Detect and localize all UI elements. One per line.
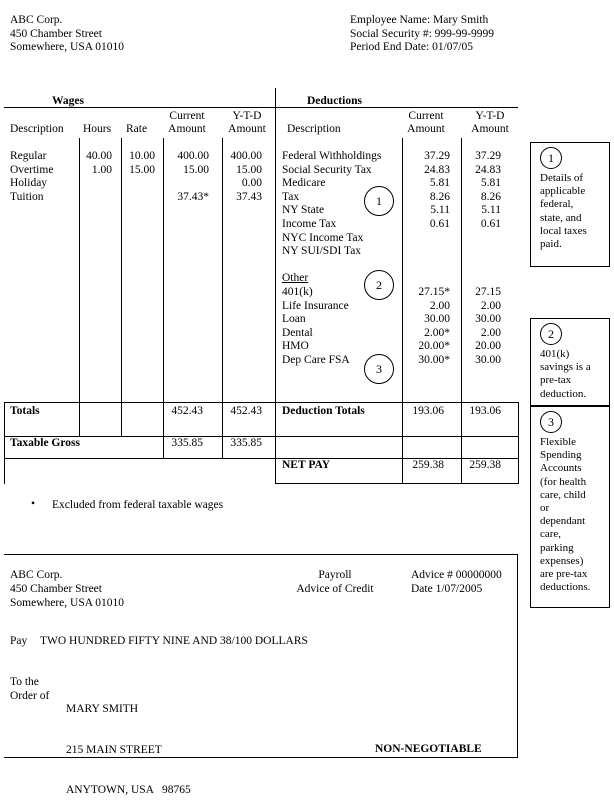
table-cell: 400.00 — [177, 150, 209, 162]
table-cell: 37.29 — [475, 150, 501, 162]
table-cell: 10.00 — [129, 150, 155, 162]
table-cell: 2.00 — [429, 299, 450, 312]
note-line: federal, — [540, 198, 574, 211]
table-cell: Federal Withholdings — [282, 150, 382, 162]
note-line: care, — [540, 528, 562, 541]
table-cell: 2.00 — [480, 326, 501, 339]
table-cell: 27.15 — [475, 285, 501, 298]
deductions-col-line — [402, 138, 403, 484]
table-cell: 15.00 — [236, 163, 262, 176]
advice-company-street: 450 Chamber Street — [10, 583, 102, 595]
table-cell — [404, 272, 450, 286]
table-cell: 30.00 — [475, 353, 501, 366]
table-cell: Life Insurance — [282, 299, 349, 312]
note-line: savings is a — [540, 361, 591, 374]
net-pay-ytd: 259.38 — [469, 459, 501, 471]
table-cell: 24.83 — [475, 163, 501, 176]
wages-totals-current: 452.43 — [171, 405, 203, 417]
deductions-title: Deductions — [307, 95, 362, 107]
advice-title-line: Payroll — [318, 569, 352, 581]
advice-title — [290, 568, 380, 596]
wages-title: Wages — [52, 95, 84, 107]
note-line: paid. — [540, 238, 562, 251]
note-line: dependant — [540, 515, 586, 528]
wages-totals-label: Totals — [10, 405, 40, 417]
table-cell — [404, 259, 450, 273]
table-cell: 0.61 — [480, 217, 501, 230]
advice-company-name: ABC Corp. — [10, 569, 63, 581]
table-cell: Other — [282, 272, 309, 285]
table-cell: Loan — [282, 313, 306, 326]
table-right-border — [518, 402, 519, 484]
table-cell: 30.00 — [424, 313, 450, 326]
table-cell: Social Security Tax — [282, 163, 372, 176]
advice-company-city: Somewhere, USA 01010 — [10, 597, 125, 609]
table-cell: 2.00* — [424, 326, 450, 339]
wages-totals-ytd: 452.43 — [230, 405, 262, 417]
marker-3-circle — [364, 354, 394, 384]
header-line: Amount — [168, 123, 206, 135]
wages-header-ytd — [224, 110, 270, 136]
deductions-col-line — [461, 138, 462, 484]
note-line: Accounts — [540, 462, 582, 475]
table-left-border — [4, 402, 5, 484]
note-line: are pre-tax — [540, 568, 588, 581]
table-cell: 5.11 — [481, 204, 501, 217]
header-line: Amount — [228, 123, 266, 135]
taxable-gross-current: 335.85 — [171, 437, 203, 449]
table-cell: NYC Income Tax — [282, 231, 364, 244]
footnote-text: Excluded from federal taxable wages — [52, 499, 224, 511]
table-cell: NY SUI/SDI Tax — [282, 245, 362, 258]
note-line: local taxes — [540, 224, 587, 237]
company-name: ABC Corp. — [10, 14, 63, 26]
header-line: Amount — [471, 123, 509, 135]
order-label-line: Order of — [10, 689, 50, 702]
table-cell: 40.00 — [86, 150, 112, 162]
deductions-header-current — [400, 110, 452, 136]
deductions-current-column — [404, 150, 450, 368]
note-1-number — [540, 147, 562, 169]
marker-number: 2 — [376, 278, 382, 292]
marker-number: 1 — [376, 194, 382, 208]
deductions-description-column — [282, 150, 381, 368]
table-cell: Income Tax — [282, 217, 337, 230]
note-line: state, and — [540, 211, 582, 224]
wages-current-column — [164, 150, 209, 204]
table-cell: Dental — [282, 326, 313, 339]
table-cell — [122, 191, 155, 205]
note-3-number — [540, 411, 562, 433]
note-line: or — [540, 502, 550, 515]
net-pay-label: NET PAY — [282, 459, 331, 471]
table-cell: 20.00* — [418, 340, 450, 353]
table-cell — [122, 177, 155, 191]
pay-amount-words: TWO HUNDRED FIFTY NINE AND 38/100 DOLLARS — [40, 635, 308, 647]
table-cell — [463, 259, 501, 273]
table-cell — [404, 232, 450, 246]
advice-title-line: Advice of Credit — [296, 583, 374, 595]
header-line: Amount — [407, 123, 445, 135]
table-cell: Tuition — [10, 190, 44, 203]
table-cell — [80, 191, 112, 205]
note-line: parking — [540, 541, 574, 554]
table-cell: 401(k) — [282, 285, 313, 298]
table-cell: 8.26 — [429, 190, 450, 203]
net-pay-current: 259.38 — [412, 459, 444, 471]
table-cell: 400.00 — [230, 150, 262, 162]
table-cell: 30.00 — [475, 313, 501, 326]
table-cell: Tax — [282, 190, 300, 203]
table-cell: 0.61 — [429, 217, 450, 230]
table-cell: 8.26 — [480, 190, 501, 203]
row-rule — [4, 402, 518, 403]
wages-hours-column — [80, 150, 112, 204]
deduction-totals-current: 193.06 — [412, 405, 444, 417]
advice-date: Date 1/07/2005 — [411, 583, 483, 595]
table-cell: 30.00* — [418, 353, 450, 366]
header-line: Current — [169, 110, 205, 122]
wages-header-hours: Hours — [83, 123, 112, 135]
non-negotiable-stamp: NON-NEGOTIABLE — [375, 743, 482, 755]
table-cell: NY State — [282, 204, 325, 217]
pay-label: Pay — [10, 635, 28, 647]
table-cell: 15.00 — [129, 163, 155, 176]
table-cell: 15.00 — [183, 163, 209, 176]
note-number-text: 2 — [548, 327, 554, 341]
payee-city: ANYTOWN, USA 98765 — [66, 784, 191, 796]
note-number-text: 3 — [548, 415, 554, 429]
wages-description-column — [10, 150, 53, 204]
employee-info — [350, 14, 494, 55]
table-cell — [80, 177, 112, 191]
table-cell: 5.81 — [429, 177, 450, 190]
note-line: applicable — [540, 185, 586, 198]
table-top-rule — [4, 107, 518, 108]
wages-ytd-column — [223, 150, 262, 204]
table-cell — [463, 232, 501, 246]
table-cell — [463, 272, 501, 286]
note-line: Details of — [540, 172, 584, 184]
advice-info — [411, 568, 502, 596]
table-cell — [282, 259, 381, 273]
table-cell: 20.00 — [475, 340, 501, 353]
deductions-ytd-column — [463, 150, 501, 368]
marker-2-circle — [364, 270, 394, 300]
table-cell: 27.15* — [418, 285, 450, 298]
table-cell — [404, 245, 450, 259]
table-cell: 0.00 — [241, 177, 262, 190]
company-city: Somewhere, USA 01010 — [10, 41, 125, 53]
note-line: Flexible — [540, 436, 577, 448]
note-2-number — [540, 323, 562, 345]
company-street: 450 Chamber Street — [10, 27, 102, 40]
note-line: Spending — [540, 449, 582, 462]
order-label-line: To the — [10, 676, 39, 688]
wages-rate-column — [122, 150, 155, 204]
wages-header-description: Description — [10, 123, 64, 135]
advice-number: Advice # 00000000 — [411, 569, 502, 581]
table-cell — [164, 177, 209, 191]
marker-number: 3 — [376, 362, 382, 376]
table-cell — [463, 245, 501, 259]
order-label — [10, 676, 49, 703]
table-cell: 37.43 — [236, 190, 262, 203]
table-cell: 5.81 — [480, 177, 501, 190]
deduction-totals-label: Deduction Totals — [282, 405, 365, 417]
header-line: Y-T-D — [232, 110, 262, 122]
marker-1-circle — [364, 186, 394, 216]
table-cell: 5.11 — [430, 204, 450, 217]
note-1-box — [530, 142, 610, 267]
deductions-header-ytd — [464, 110, 516, 136]
header-line: Current — [408, 110, 444, 122]
table-cell: Medicare — [282, 177, 326, 190]
deductions-header-description: Description — [287, 123, 341, 135]
table-cell: 37.43* — [177, 190, 209, 203]
advice-bottom-rule — [4, 757, 518, 758]
note-3-box — [530, 406, 610, 608]
note-line: care, child — [540, 488, 586, 501]
payee-address — [66, 676, 191, 811]
row-rule — [275, 483, 518, 484]
employee-name: Employee Name: Mary Smith — [350, 14, 489, 26]
wages-header-rate: Rate — [126, 123, 148, 135]
table-cell: 37.29 — [424, 150, 450, 162]
note-number-text: 1 — [548, 151, 554, 165]
table-cell: 24.83 — [424, 163, 450, 176]
note-line: deduction. — [540, 387, 587, 400]
footnote-bullet: • — [31, 498, 36, 510]
header-line: Y-T-D — [475, 110, 505, 122]
table-cell: HMO — [282, 340, 309, 353]
table-cell: Holiday — [10, 177, 48, 190]
table-cell: 2.00 — [480, 299, 501, 312]
note-line: expenses) — [540, 554, 584, 567]
table-cell: 1.00 — [91, 163, 112, 176]
note-line: 401(k) — [540, 348, 570, 360]
deduction-totals-ytd: 193.06 — [469, 405, 501, 417]
wages-header-current — [163, 110, 211, 136]
table-cell: Dep Care FSA — [282, 353, 350, 366]
employee-ssn: Social Security #: 999-99-9999 — [350, 27, 495, 40]
period-end-date: Period End Date: 01/07/05 — [350, 41, 473, 53]
taxable-gross-label: Taxable Gross — [10, 437, 80, 449]
note-line: deductions. — [540, 581, 591, 594]
note-line: pre-tax — [540, 374, 572, 387]
payee-street: 215 MAIN STREET — [66, 743, 162, 756]
advice-company-address — [10, 568, 124, 610]
payee-name: MARY SMITH — [66, 703, 139, 715]
taxable-gross-ytd: 335.85 — [230, 437, 262, 449]
note-line: (for health — [540, 475, 587, 488]
table-cell: Overtime — [10, 163, 54, 176]
table-cell: Regular — [10, 150, 47, 162]
note-2-box — [530, 318, 610, 406]
section-divider — [275, 88, 276, 484]
company-address — [10, 14, 124, 55]
